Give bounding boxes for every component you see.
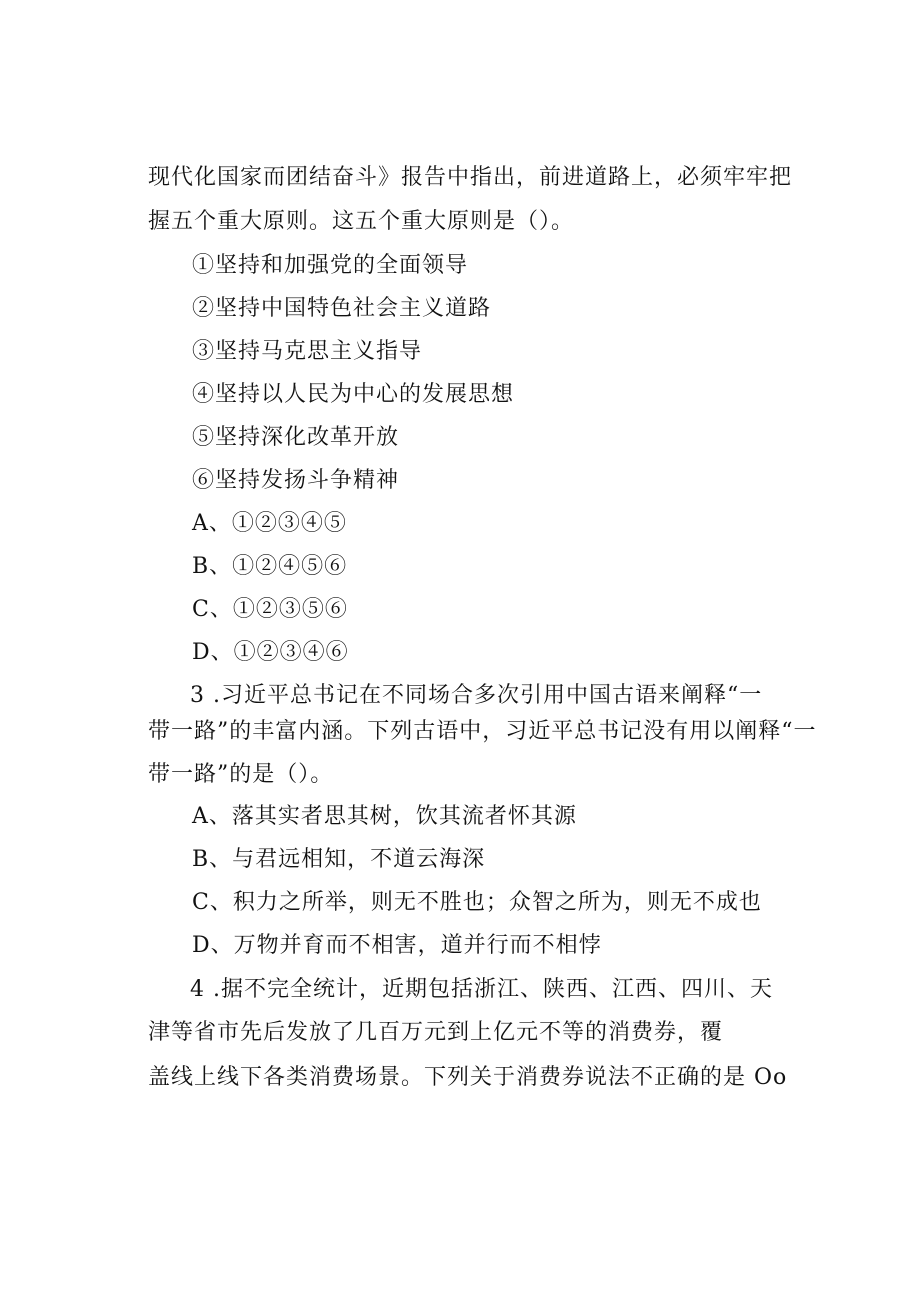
q2-item-5: ⑤坚持深化改革开放 [192,425,400,450]
q3-option-b: B、与君远相知，不道云海深 [192,847,486,872]
q3-stem-line-1: 3 .习近平总书记在不同场合多次引用中国古语来阐释“一 [190,683,763,708]
q3-stem-line-3: 带一路”的是（）。 [148,762,334,787]
q2-item-4: ④坚持以人民为中心的发展思想 [192,382,515,407]
q2-option-a: A、①②③④⑤ [192,511,347,536]
q4-stem-line-2: 津等省市先后发放了几百万元到上亿元不等的消费券，覆 [148,1020,724,1045]
q4-stem-line-1: 4 .据不完全统计，近期包括浙江、陕西、江西、四川、天 [190,977,773,1002]
q4-stem-line-3: 盖线上线下各类消费场景。下列关于消费券说法不正确的是 Oo [148,1065,788,1090]
q2-item-6: ⑥坚持发扬斗争精神 [192,468,400,493]
q2-item-2: ②坚持中国特色社会主义道路 [192,296,492,321]
q2-option-c: C、①②③⑤⑥ [192,597,348,622]
q2-stem-line-1: 现代化国家而团结奋斗》报告中指出，前进道路上，必须牢牢把 [148,165,793,190]
q3-option-d: D、万物并育而不相害，道并行而不相悖 [192,933,602,958]
q2-stem-line-2: 握五个重大原则。这五个重大原则是（）。 [148,209,575,234]
q3-stem-line-2: 带一路”的丰富内涵。下列古语中，习近平总书记没有用以阐释“一 [148,719,817,744]
q3-option-a: A、落其实者思其树，饮其流者怀其源 [192,804,577,829]
q3-option-c: C、积力之所举，则无不胜也；众智之所为，则无不成也 [192,890,762,915]
q2-option-b: B、①②④⑤⑥ [192,554,348,579]
q2-item-1: ①坚持和加强党的全面领导 [192,253,469,278]
q2-option-d: D、①②③④⑥ [192,640,349,665]
q2-item-3: ③坚持马克思主义指导 [192,339,423,364]
